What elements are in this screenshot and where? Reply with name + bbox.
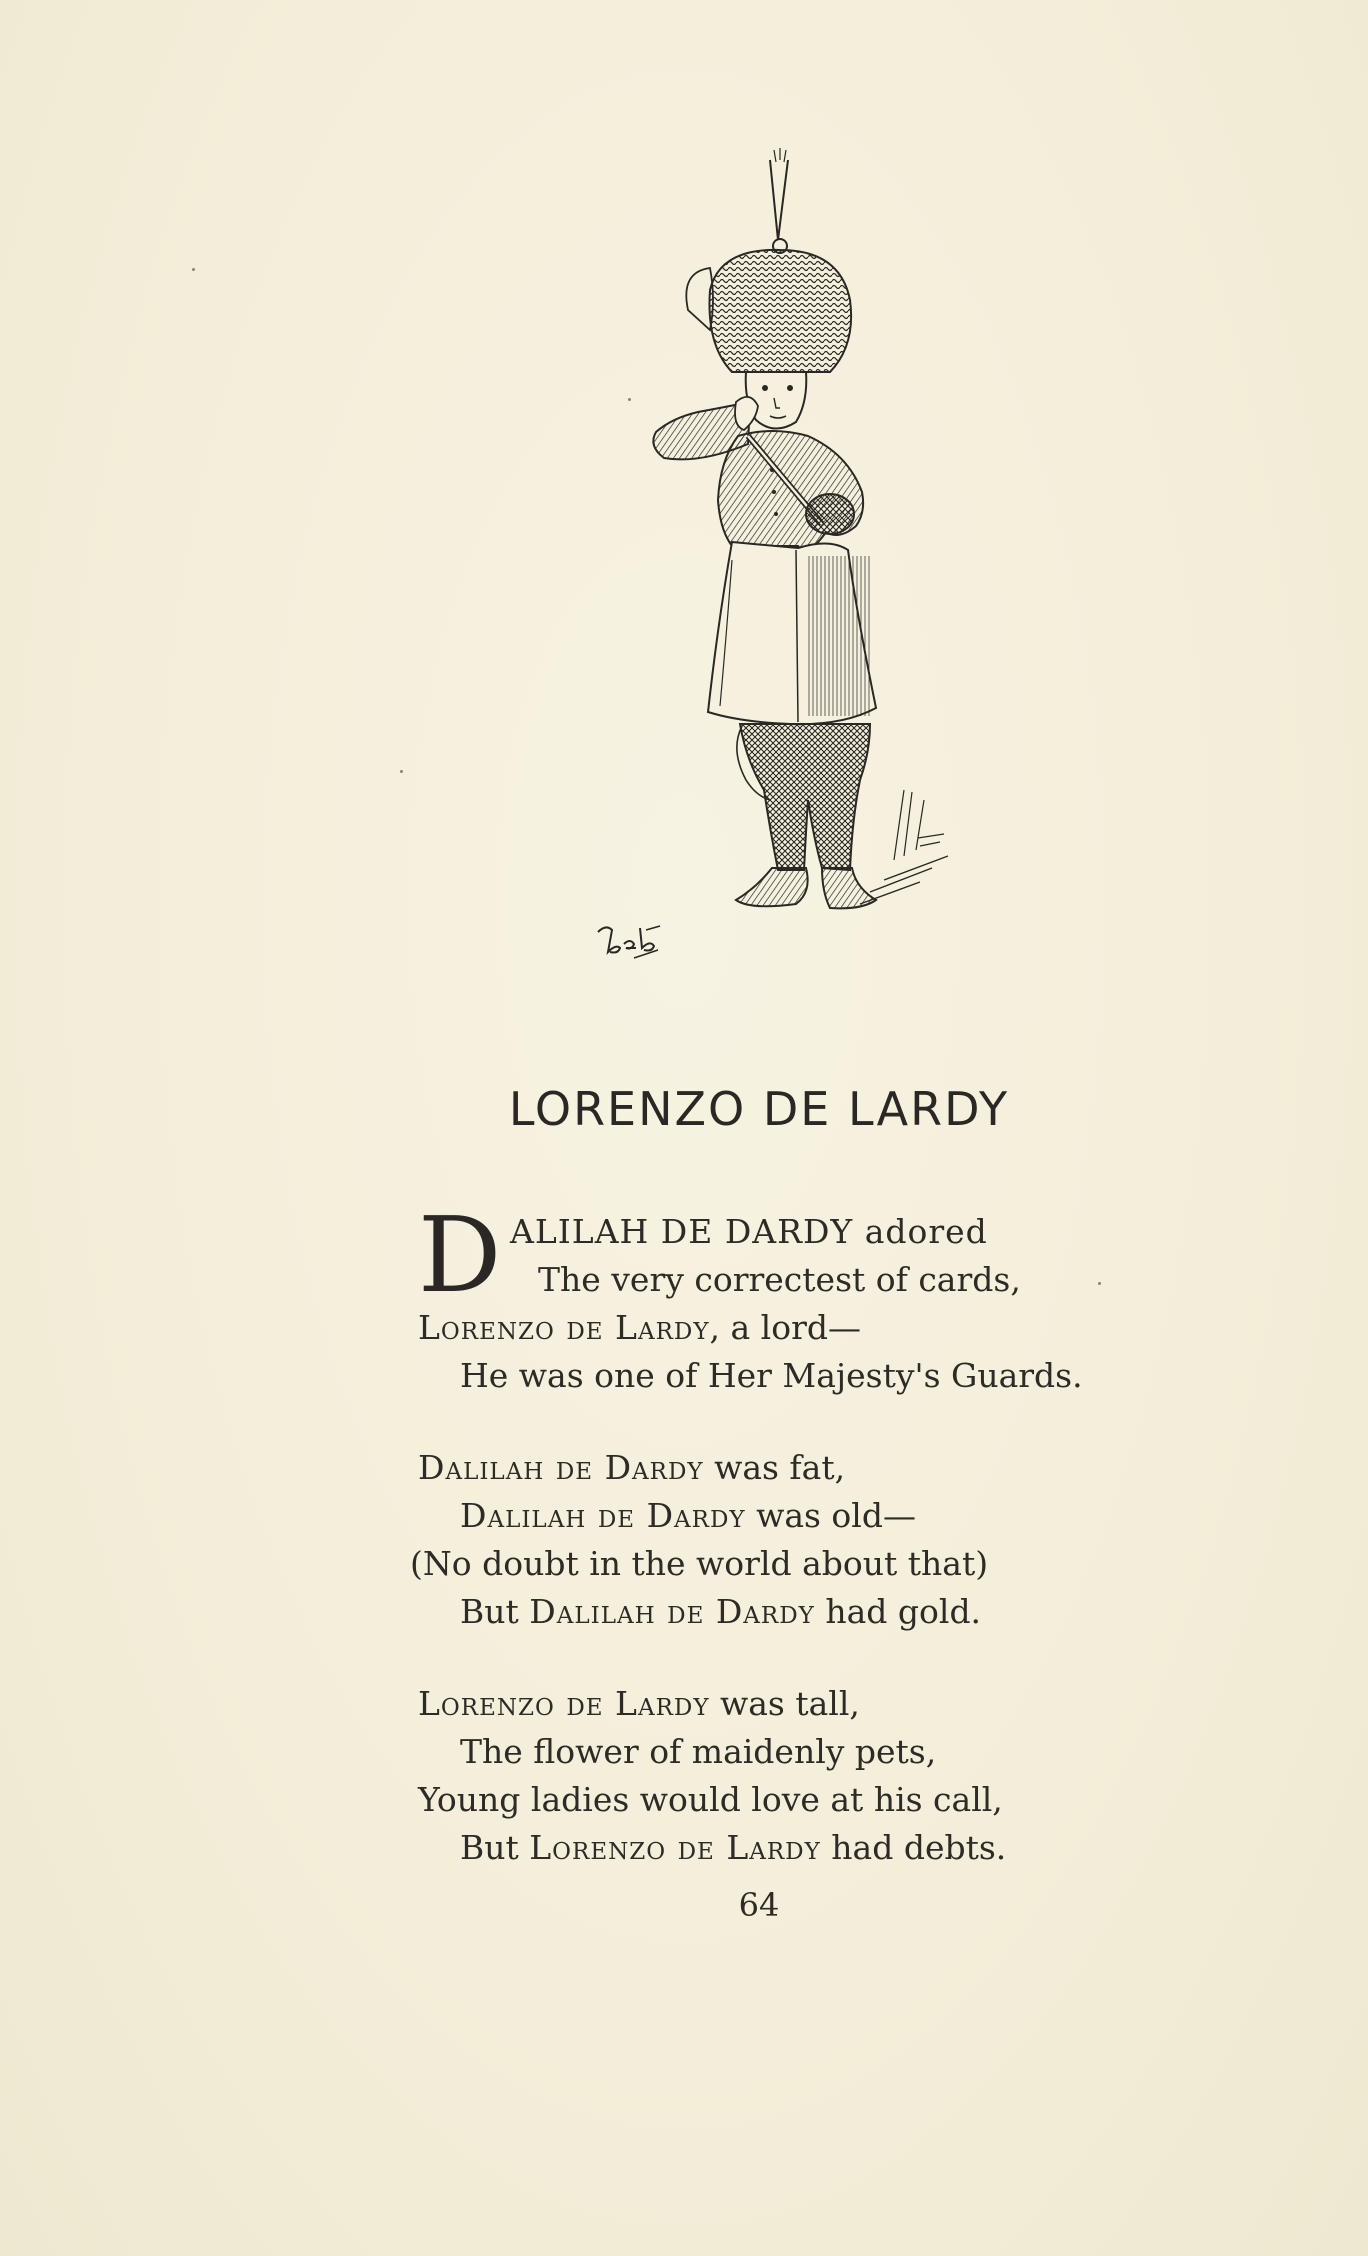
poem-line: Young ladies would love at his call,: [418, 1780, 1003, 1819]
poem-line: The very correctest of cards,: [538, 1260, 1021, 1299]
paper-speck: [1098, 1282, 1101, 1285]
poem-line: But Dalilah de Dardy had gold.: [460, 1592, 982, 1631]
poem-line: Lorenzo de Lardy was tall,: [418, 1684, 860, 1723]
poem-line: (No doubt in the world about that): [410, 1544, 989, 1583]
poem-line: He was one of Her Majesty's Guards.: [460, 1356, 1083, 1395]
poem-line: Dalilah de Dardy was old—: [460, 1496, 916, 1535]
poem-title: LORENZO DE LARDY: [508, 1082, 1010, 1136]
artist-signature-bab: [594, 918, 664, 964]
guardsman-saluting-illustration: [560, 140, 960, 980]
paper-speck: [400, 770, 403, 773]
poem-line: The flower of maidenly pets,: [460, 1732, 937, 1771]
stanza-3: [418, 1680, 1178, 1872]
poem-line: ALILAH DE DARDY adored: [510, 1212, 988, 1251]
poem-line: But Lorenzo de Lardy had debts.: [460, 1828, 1007, 1867]
poem-body: [410, 1194, 1178, 1916]
poem-line: Dalilah de Dardy was fat,: [418, 1448, 846, 1487]
paper-speck: [628, 398, 631, 401]
poem-line: Lorenzo de Lardy, a lord—: [418, 1308, 861, 1347]
drop-cap: D: [418, 1194, 502, 1316]
paper-speck: [192, 268, 195, 271]
stanza-1: [418, 1194, 1178, 1400]
stanza-2: [410, 1444, 1178, 1636]
page-number: 64: [738, 1886, 780, 1924]
